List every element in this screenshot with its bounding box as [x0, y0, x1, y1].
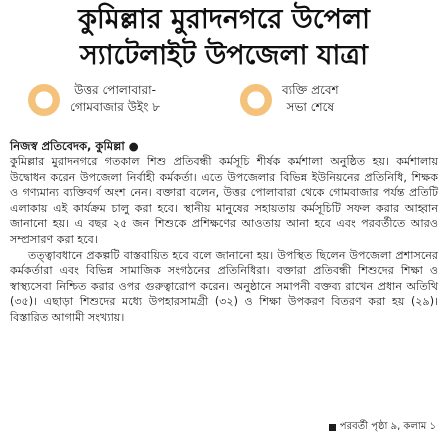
continued-note [329, 419, 436, 436]
paragraph-1: কুমিল্লার মুরাদনগরে গতকাল শিশু প্রতিবন্ধী কর্মসূচি শীর্ষক কর্মশালা অনুষ্ঠিত হয়। কর্মশালায় উদ্বোধন করেন উপজেলা নির্বাহী কর্মকর্তা। এতে উপজেলার বিভিন্ন ইউনিয়নের প্রতিনিধি, শিক্ষক ও গণ্যমান্য ব্যক্তিবর্গ অংশ নেন। বক্তারা বলেন, উত্তর পোলাবারা থেকে গোমবাজার পর্যন্ত প্রতিটি এলাকায় এই কার্যক্রম চালু করা হবে। স্থানীয় মানুষের সহায়তায় কর্মসূচিটি সফল করার আহ্বান জানানো হয়। এ বছর ২৫ জন শিশুকে প্রশিক্ষণের আওতায় আনা হবে এবং পরবর্তীতে আরও সম্প্রসারণ করা হবে। [10, 155, 438, 246]
logo-right-text [282, 82, 339, 116]
logo-left-line-1: উত্তর পোলাবারা- [74, 83, 156, 97]
paragraph-2: তত্ত্বাবধানে প্রকল্পটি বাস্তবায়িত হবে বলে জানানো হয়। উপস্থিত ছিলেন উপজেলা প্রশাসনের কর্মকর্তারা এবং বিভিন্ন সামাজিক সংগঠনের প্রতিনিধিরা। বক্তারা প্রতিবন্ধী শিশুদের শিক্ষা ও স্বাস্থ্যসেবা নিশ্চিত করার ওপর গুরুত্বারোপ করেন। অনুষ্ঠানে সমাপনী বক্তব্য রাখেন প্রধান অতিথি (৩৫)। এছাড়া শিশুদের মধ্যে উপহারসামগ্রী (৩২) ও শিক্ষা উপকরণ বিতরণ করা হয় (২৯)। বিস্তারিত আগামী সংখ্যায়। [10, 248, 438, 324]
bullet-square-icon [329, 424, 336, 431]
continued-text: পরবর্তী পৃষ্ঠা ৯, কলাম ১ [339, 421, 436, 432]
headline-line-1: কুমিল্লার মুরাদনগরে উপেলা [78, 4, 370, 35]
logo-right-line-2: সভা শেষে [286, 100, 335, 114]
logo-left-line-2: গোমবাজার উইং ৮ [70, 100, 161, 114]
headline-line-2: স্যাটেলাইট উপজেলা যাত্রা [80, 40, 368, 71]
logo-left-text [70, 82, 160, 116]
logo-left [28, 82, 160, 116]
logo-right [240, 82, 339, 116]
logo-row [0, 76, 448, 136]
dateline: নিজস্ব প্রতিবেদক, কুমিল্লা ● [10, 139, 139, 153]
ring-icon [28, 84, 60, 116]
ring-icon [240, 84, 272, 116]
logo-right-line-1: ব্যক্তি প্রবেশ [282, 83, 339, 97]
